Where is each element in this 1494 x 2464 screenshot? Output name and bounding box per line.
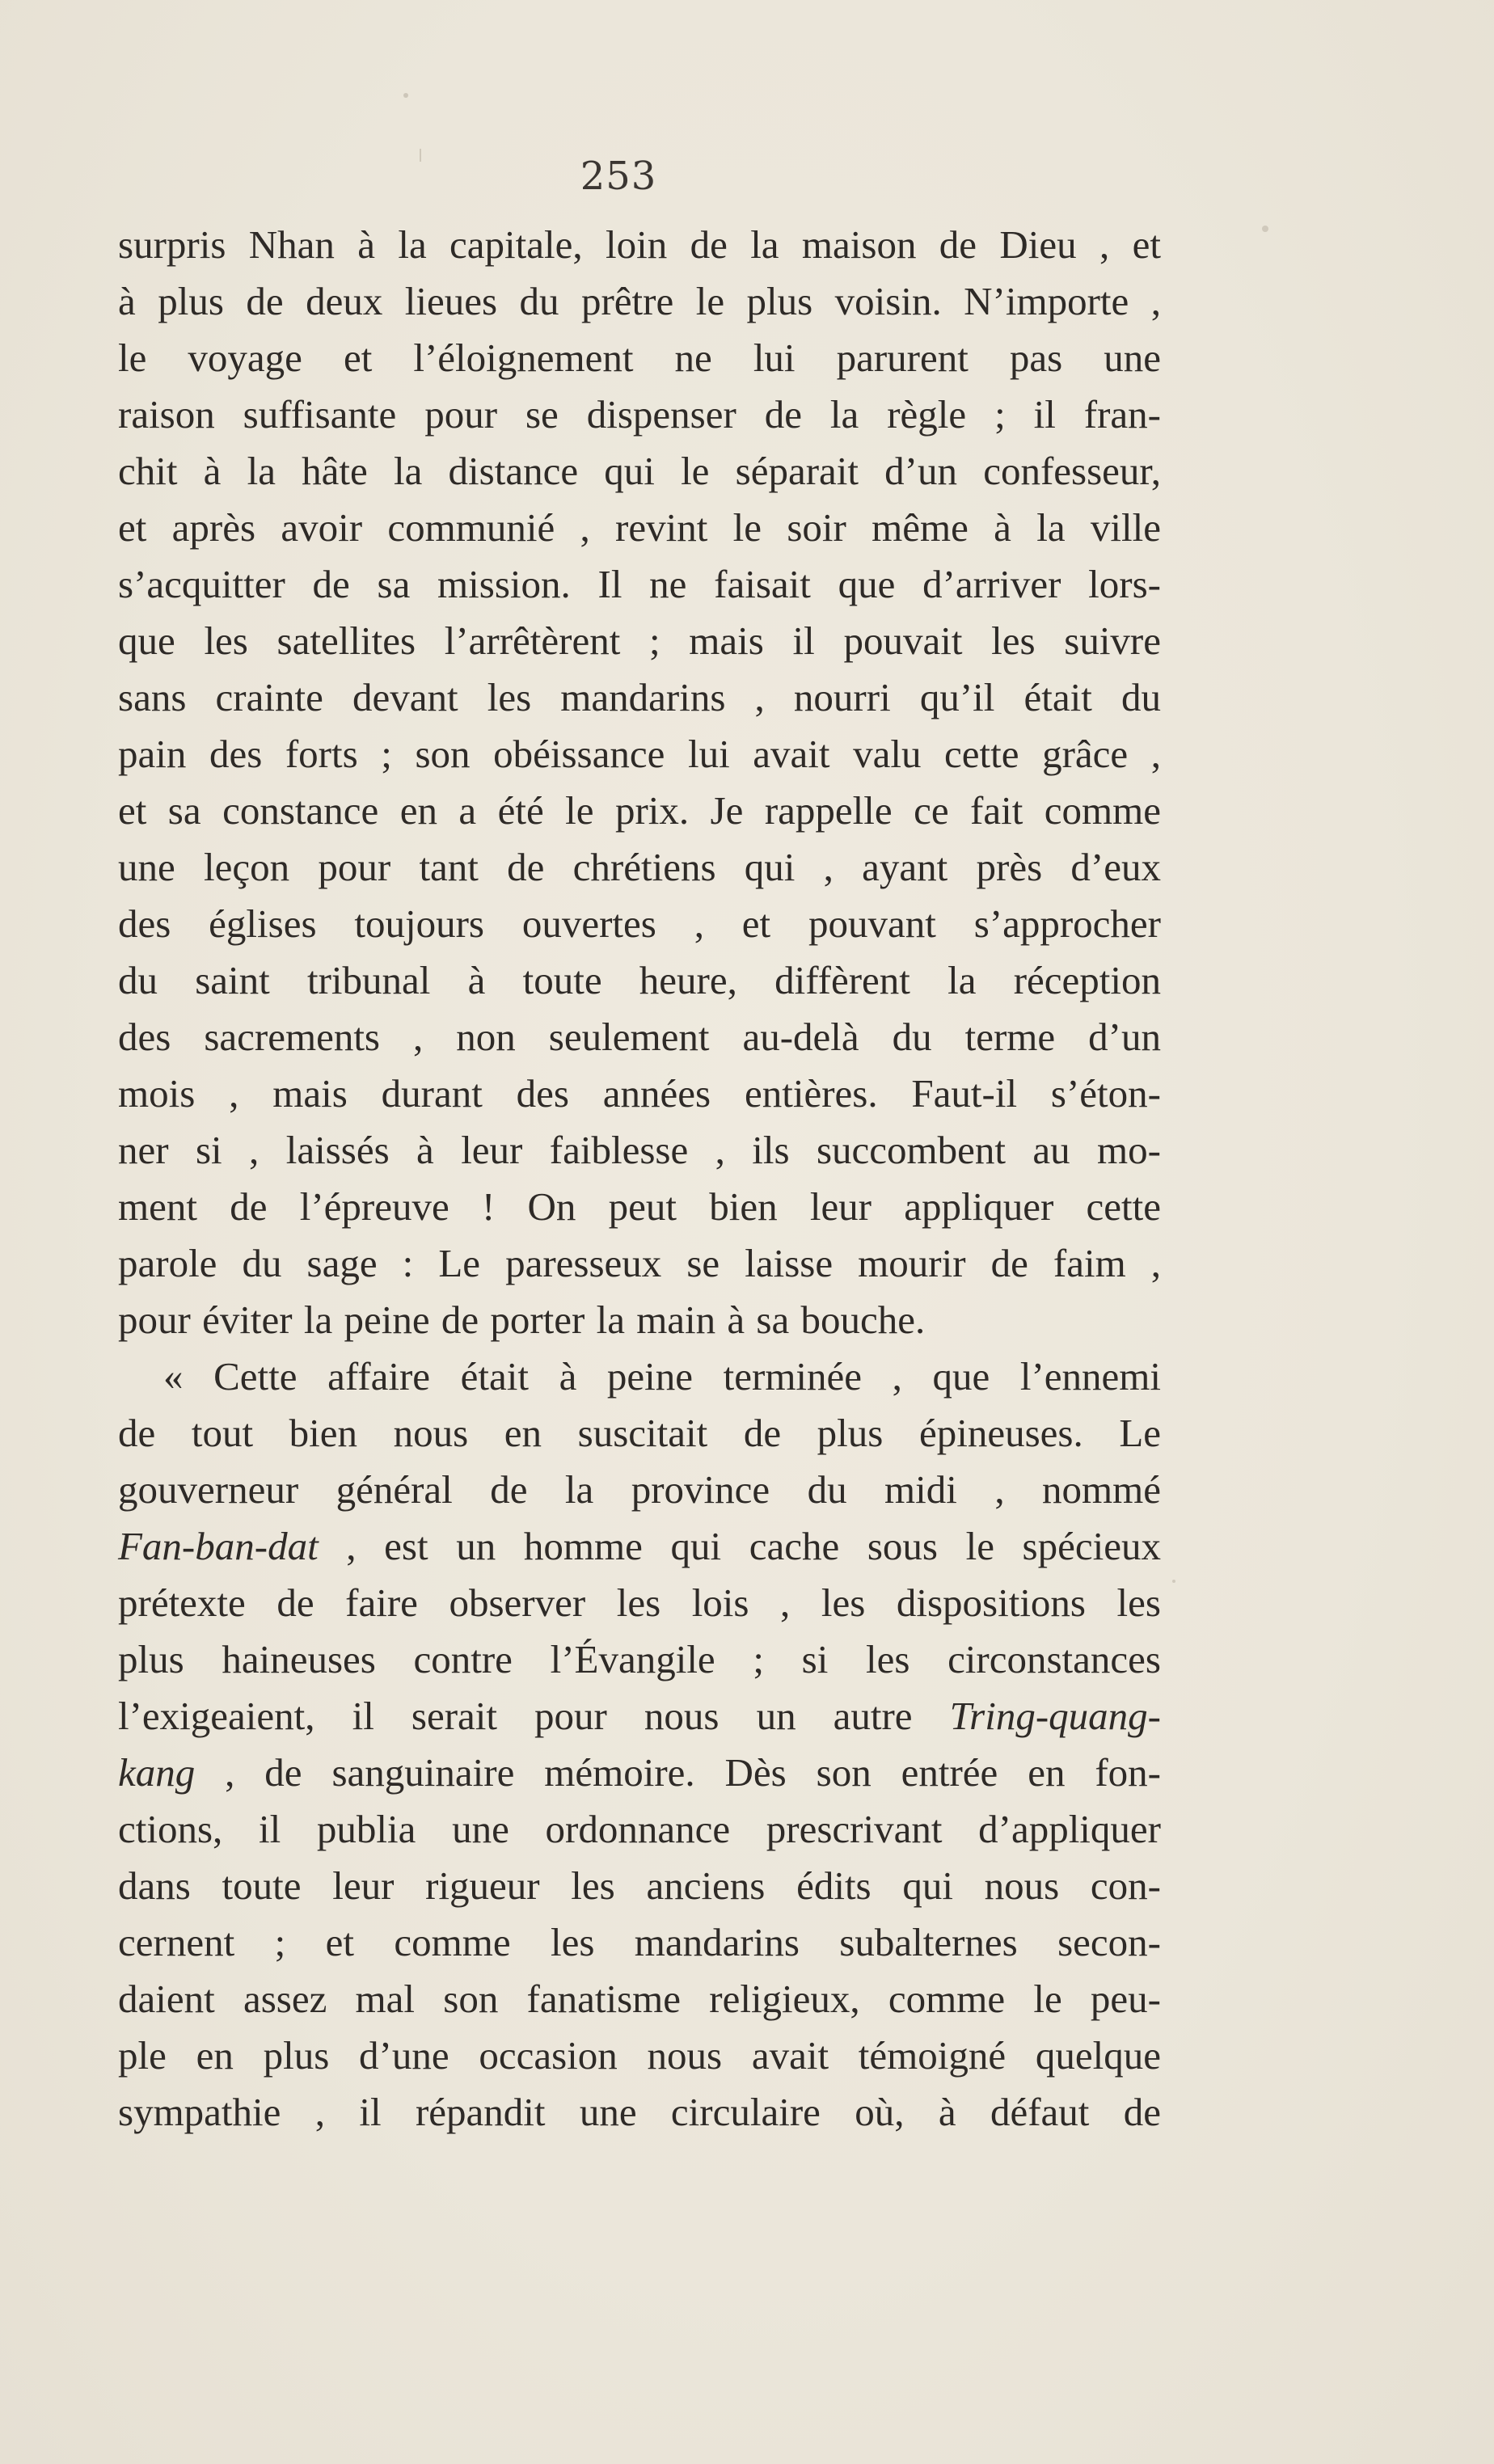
text-line [118,1009,1161,1065]
text-run: des sacrements , non seulement au-delà du terme d’un [118,1015,1161,1059]
text-line [118,1801,1161,1858]
text-run: daient assez mal son fanatisme religieux, comme le peu- [118,1977,1161,2021]
text-line [118,2084,1161,2141]
text-run: une leçon pour tant de chrétiens qui , ayant près d’eux [118,845,1161,889]
text-line [118,1235,1161,1292]
text-line [118,500,1161,556]
text-line [118,330,1161,386]
text-run: des églises toujours ouvertes , et pouvant s’approcher [118,901,1161,946]
text-line [118,1065,1161,1122]
text-run: ner si , laissés à leur faiblesse , ils succombent au mo- [118,1128,1161,1172]
italic-name: Fan-ban-dat [118,1524,319,1568]
text-line [118,726,1161,783]
text-line [118,273,1161,330]
text-run: le voyage et l’éloignement ne lui parurent pas une [118,335,1161,380]
text-run: de tout bien nous en suscitait de plus épineuses. Le [118,1411,1161,1455]
text-run: l’exigeaient, il serait pour nous un autre [118,1694,950,1738]
text-run: cernent ; et comme les mandarins subalternes secon- [118,1920,1161,1964]
text-run: « Cette affaire était à peine terminée , que l’ennemi [163,1354,1161,1399]
text-line [118,1858,1161,1914]
text-line [118,1292,1161,1348]
text-line [118,2027,1161,2084]
text-run: gouverneur général de la province du midi , nommé [118,1467,1161,1512]
text-line [118,1122,1161,1179]
text-line [118,1462,1161,1518]
text-run: prétexte de faire observer les lois , les dispositions les [118,1580,1161,1625]
text-line [118,896,1161,952]
text-line [118,217,1161,273]
body-text [118,217,1161,2141]
page-number: 253 [580,154,657,199]
text-run: ment de l’épreuve ! On peut bien leur appliquer cette [118,1184,1161,1229]
text-line [118,839,1161,896]
text-line [118,556,1161,613]
text-line [118,1348,1161,1405]
text-run: chit à la hâte la distance qui le séparait d’un confesseur, [118,449,1161,493]
text-line [118,783,1161,839]
text-run: ctions, il publia une ordonnance prescrivant d’appliquer [118,1807,1161,1851]
text-run: plus haineuses contre l’Évangile ; si les circonstances [118,1637,1161,1681]
text-line [118,386,1161,443]
text-run: sympathie , il répandit une circulaire où, à défaut de [118,2090,1161,2134]
text-line [118,1179,1161,1235]
italic-name: Tring-quang- [949,1694,1161,1738]
text-run: pour éviter la peine de porter la main à sa bouche. [118,1297,926,1342]
text-run: que les satellites l’arrêtèrent ; mais il pouvait les suivre [118,618,1161,663]
text-run: parole du sage : Le paresseux se laisse mourir de faim , [118,1241,1161,1285]
text-line [118,669,1161,726]
text-line [118,1518,1161,1575]
text-run: mois , mais durant des années entières. Faut-il s’éton- [118,1071,1161,1116]
text-run: sans crainte devant les mandarins , nourri qu’il était du [118,675,1161,719]
paper-speck [1262,226,1268,232]
text-run: et après avoir communié , revint le soir même à la ville [118,505,1161,550]
text-run: à plus de deux lieues du prêtre le plus voisin. N’importe , [118,279,1161,323]
text-run: , est un homme qui cache sous le spécieux [318,1524,1161,1568]
paper-speck [1172,1580,1175,1583]
paper-speck [403,93,408,98]
text-run: ple en plus d’une occasion nous avait témoigné quelque [118,2033,1161,2078]
text-line [118,1971,1161,2027]
text-line [118,1688,1161,1745]
text-line [118,1745,1161,1801]
text-run: du saint tribunal à toute heure, diffèrent la réception [118,958,1161,1002]
text-line [118,1631,1161,1688]
text-line [118,1914,1161,1971]
text-line [118,952,1161,1009]
text-run: , de sanguinaire mémoire. Dès son entrée en fon- [195,1750,1161,1795]
text-run: et sa constance en a été le prix. Je rappelle ce fait comme [118,788,1161,833]
text-run: pain des forts ; son obéissance lui avait valu cette grâce , [118,732,1161,776]
text-line [118,1405,1161,1462]
text-run: dans toute leur rigueur les anciens édits qui nous con- [118,1863,1161,1908]
text-run: surpris Nhan à la capitale, loin de la maison de Dieu , et [118,222,1161,267]
text-line [118,613,1161,669]
text-run: s’acquitter de sa mission. Il ne faisait que d’arriver lors- [118,562,1161,606]
text-line [118,1575,1161,1631]
text-run: raison suffisante pour se dispenser de la règle ; il fran- [118,392,1161,437]
text-line [118,443,1161,500]
italic-name: kang [118,1750,196,1795]
